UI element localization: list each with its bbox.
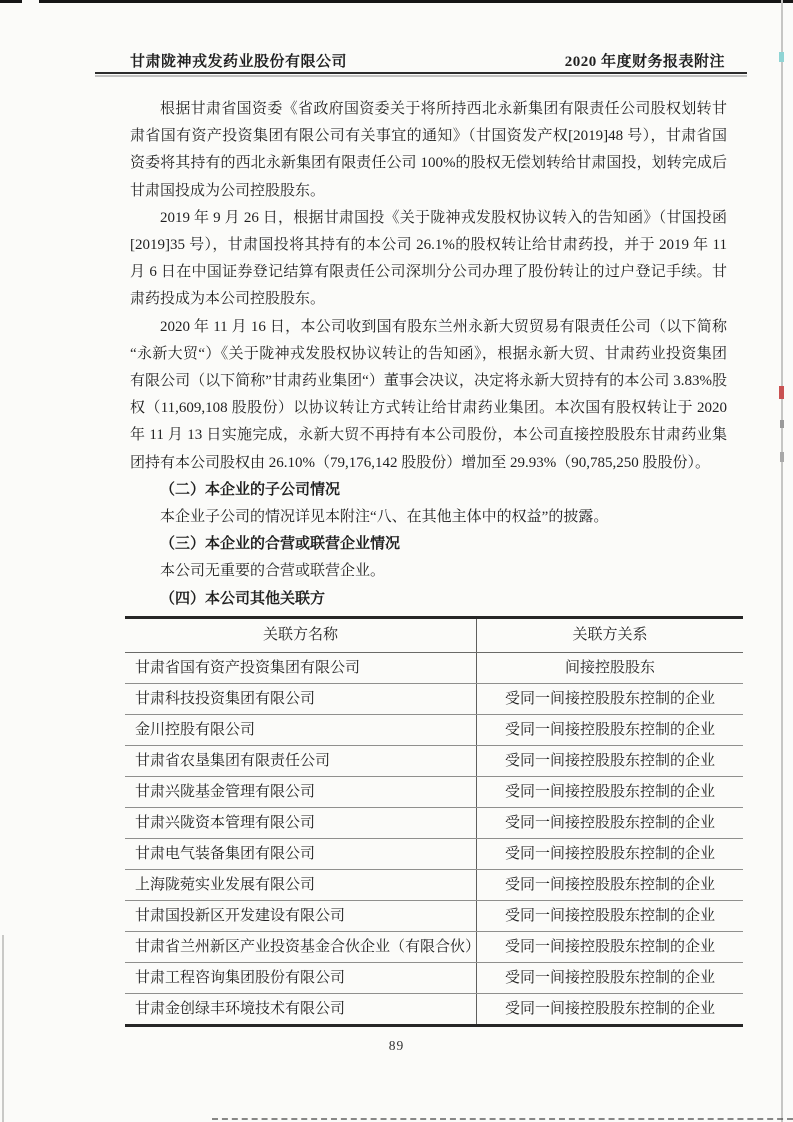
table-row (125, 962, 743, 993)
section-heading-other-related-parties: （四）本公司其他关联方 (160, 590, 326, 607)
related-party-relation: 受同一间接控股股东控制的企业 (477, 776, 744, 807)
related-party-name: 甘肃省农垦集团有限责任公司 (125, 745, 477, 776)
table-row (125, 838, 743, 869)
document-body (130, 96, 727, 1027)
related-party-relation: 受同一间接控股股东控制的企业 (504, 1000, 715, 1017)
related-party-name: 甘肃工程咨询集团股份有限公司 (125, 962, 477, 993)
related-party-name: 金川控股有限公司 (125, 714, 477, 745)
table-row (125, 869, 743, 900)
related-party-name: 甘肃国投新区开发建设有限公司 (125, 900, 477, 931)
section-body-joint-ventures: 本公司无重要的合营或联营企业。 (160, 563, 386, 580)
related-party-table-body (125, 652, 743, 1025)
related-party-name: 甘肃省国有资产投资集团有限公司 (125, 652, 477, 683)
table-row (125, 745, 743, 776)
table-row (125, 900, 743, 931)
related-party-name: 甘肃兴陇资本管理有限公司 (125, 807, 477, 838)
table-row (125, 714, 743, 745)
related-party-relation: 受同一间接控股股东控制的企业 (477, 714, 744, 745)
page-number: 89 (388, 1038, 405, 1053)
scan-top-edge-notch (22, 0, 39, 4)
table-row (125, 776, 743, 807)
related-party-table (125, 616, 743, 1027)
table-row (125, 807, 743, 838)
scan-speck (779, 386, 784, 399)
related-party-name: 甘肃电气装备集团有限公司 (125, 838, 477, 869)
related-party-name: 上海陇菀实业发展有限公司 (125, 869, 477, 900)
related-party-relation: 受同一间接控股股东控制的企业 (477, 745, 744, 776)
scan-speck (780, 420, 784, 428)
related-party-relation: 受同一间接控股股东控制的企业 (477, 869, 744, 900)
section-heading-subsidiaries: （二）本企业的子公司情况 (160, 481, 341, 498)
related-party-name: 甘肃金创绿丰环境技术有限公司 (125, 993, 477, 1025)
related-party-name: 甘肃科技投资集团有限公司 (125, 683, 477, 714)
related-party-relation: 受同一间接控股股东控制的企业 (477, 683, 744, 714)
column-header-related-party-name: 关联方名称 (125, 617, 477, 652)
page-header (130, 50, 725, 71)
column-header-related-party-relation: 关联方关系 (477, 617, 744, 652)
header-company-name: 甘肃陇神戎发药业股份有限公司 (130, 54, 348, 70)
related-party-relation: 受同一间接控股股东控制的企业 (477, 900, 744, 931)
table-row (125, 931, 743, 962)
scan-speck (780, 452, 784, 462)
table-header-row (125, 617, 743, 652)
header-rule (95, 72, 747, 74)
related-party-relation: 受同一间接控股股东控制的企业 (477, 931, 744, 962)
table-row (125, 683, 743, 714)
section-body-subsidiaries: 本企业子公司的情况详见本附注“八、在其他主体中的权益”的披露。 (160, 509, 609, 526)
table-row (125, 652, 743, 683)
related-party-table-header (125, 617, 743, 652)
scan-left-edge-line (2, 935, 4, 1122)
paragraph: 2019 年 9 月 26 日，根据甘肃国投《关于陇神戎发股权协议转入的告知函》（甘国投函[2019]35 号），甘肃国投将其持有的本公司 26.1%的股权转让给甘肃药投，并于 2019 年 11 月 6 日在中国证券登记结算有限责任公司深圳分公司办理了股份转让的过户登记手续。甘肃药投成为本公司控股股东。 (130, 209, 727, 308)
related-party-relation: 受同一间接控股股东控制的企业 (477, 838, 744, 869)
header-doc-title: 2020 年度财务报表附注 (564, 54, 725, 70)
related-party-relation: 受同一间接控股股东控制的企业 (477, 962, 744, 993)
scan-bottom-edge-line (212, 1118, 793, 1120)
scan-right-edge-line (781, 0, 783, 1122)
paragraph: 2020 年 11 月 16 日，本公司收到国有股东兰州永新大贸贸易有限责任公司（以下简称“永新大贸“）《关于陇神戎发股权协议转让的告知函》，根据永新大贸、甘肃药业投资集团有限公司（以下简称”甘肃药业集团“）董事会决议，决定将永新大贸持有的本公司 3.83%股权（11,609,108 股股份）以协议转让方式转让给甘肃药业集团。本次国有股权转让于 2020 年 11 月 13 日实施完成，永新大贸不再持有本公司股份，本公司直接控股股东甘肃药业集团持有本公司股权由 26.10%（79,176,142 股股份）增加至 29.93%（90,785,250 股股份）。 (130, 318, 727, 471)
section-heading-joint-ventures: （三）本企业的合营或联营企业情况 (160, 536, 401, 553)
scan-speck (779, 52, 784, 62)
table-row (125, 993, 743, 1025)
scan-top-edge-line (0, 0, 793, 3)
paragraph: 根据甘肃省国资委《省政府国资委关于将所持西北永新集团有限责任公司股权划转甘肃省国有资产投资集团有限公司有关事宜的通知》（甘国资发产权[2019]48 号），甘肃省国资委将其持有的西北永新集团有限责任公司 100%的股权无偿划转给甘肃国投，划转完成后甘肃国投成为公司控股股东。 (130, 101, 727, 199)
related-party-relation: 受同一间接控股股东控制的企业 (477, 807, 744, 838)
related-party-relation: 间接控股股东 (477, 652, 744, 683)
related-party-name: 甘肃兴陇基金管理有限公司 (125, 776, 477, 807)
related-party-name: 甘肃省兰州新区产业投资基金合伙企业（有限合伙） (125, 931, 477, 962)
